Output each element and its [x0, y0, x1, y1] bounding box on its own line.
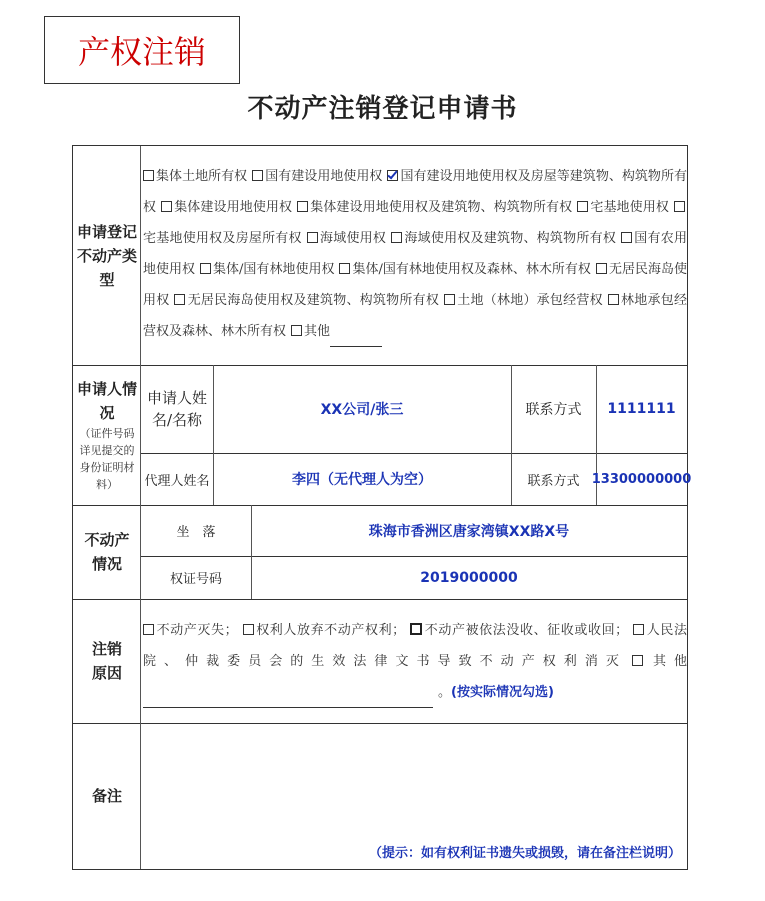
type-option[interactable]: 集体建设用地使用权	[161, 200, 292, 215]
cert-number-value[interactable]: 2019000000	[420, 569, 518, 586]
cancellation-reason-options: 不动产灭失； 权利人放弃不动产权利； 不动产被依法没收、征收或收回； 人民法院、仲裁委员会的生效法律文书导致不动产权利消灭 其他。(按实际情况勾选)	[143, 615, 687, 708]
type-section-label: 申请登记不动产类型	[77, 222, 138, 289]
type-option[interactable]: 国有建设用地使用权	[252, 169, 382, 184]
type-option[interactable]: 集体/国有林地使用权	[200, 262, 334, 277]
reason-section-label: 注销原因	[91, 640, 122, 682]
checkbox[interactable]	[200, 263, 211, 274]
agent-name-label: 代理人姓名	[144, 473, 210, 489]
checkbox[interactable]	[391, 232, 402, 243]
checkbox[interactable]	[577, 201, 588, 212]
checkbox[interactable]	[243, 624, 254, 635]
location-label: 坐 落	[176, 525, 216, 540]
checkbox-checked[interactable]	[387, 170, 398, 181]
applicant-name-label: 申请人姓名/名称	[146, 389, 207, 429]
property-type-options	[143, 161, 687, 347]
checkbox[interactable]	[291, 325, 302, 336]
applicant-section-label: 申请人情况 （证件号码详见提交的身份证明材料）	[76, 380, 137, 491]
applicant-contact-value[interactable]: 1111111	[607, 401, 676, 417]
checkbox[interactable]	[596, 263, 607, 274]
type-option[interactable]: 国有建设用地使用权及房屋等建筑物、构筑物所有权	[143, 169, 687, 215]
checkbox[interactable]	[674, 201, 685, 212]
type-option[interactable]: 宅基地使用权及房屋所有权	[143, 200, 687, 246]
type-option[interactable]: 土地（林地）承包经营权	[444, 293, 603, 308]
agent-name-value[interactable]: 李四（无代理人为空）	[292, 472, 432, 488]
checkbox[interactable]	[252, 170, 263, 181]
type-option[interactable]: 海域使用权	[307, 231, 386, 246]
property-section-label: 不动产情况	[84, 531, 130, 573]
reason-option[interactable]: 不动产被依法没收、征收或收回；	[410, 623, 628, 638]
stamp-box	[44, 16, 240, 84]
type-option[interactable]: 集体土地所有权	[143, 169, 247, 184]
checkbox[interactable]	[633, 624, 644, 635]
remark-section-label: 备注	[91, 787, 122, 805]
page-title: 不动产注销登记申请书	[247, 94, 518, 124]
type-option[interactable]: 集体/国有林地使用权及森林、林木所有权	[339, 262, 590, 277]
reason-option[interactable]: 权利人放弃不动产权利；	[243, 623, 406, 638]
type-option-other[interactable]: 其他	[291, 324, 382, 339]
other-reason-blank-line[interactable]	[143, 707, 433, 708]
checkbox[interactable]	[297, 201, 308, 212]
type-option[interactable]: 林地承包经营权及森林、林木所有权	[143, 293, 687, 339]
remark-hint: （提示：如有权利证书遗失或损毁，请在备注栏说明）	[368, 846, 681, 861]
type-option[interactable]: 无居民海岛使用权	[143, 262, 687, 308]
reason-option[interactable]: 人民法院、仲裁委员会的生效法律文书导致不动产权利消灭	[143, 623, 687, 669]
type-option[interactable]: 集体建设用地使用权及建筑物、构筑物所有权	[297, 200, 572, 215]
checkbox[interactable]	[339, 263, 350, 274]
other-blank-line[interactable]	[330, 346, 382, 347]
type-option[interactable]: 无居民海岛使用权及建筑物、构筑物所有权	[174, 293, 439, 308]
checkbox[interactable]	[608, 294, 619, 305]
checkbox[interactable]	[444, 294, 455, 305]
checkbox[interactable]	[410, 623, 422, 635]
checkbox[interactable]	[307, 232, 318, 243]
checkbox[interactable]	[174, 294, 185, 305]
checkbox[interactable]	[621, 232, 632, 243]
row-divider	[73, 599, 687, 600]
type-option[interactable]: 国有农用地使用权	[143, 231, 687, 277]
agent-contact-value[interactable]: 13300000000	[591, 471, 692, 487]
stamp-label: 产权注销	[77, 33, 206, 71]
checkbox[interactable]	[632, 655, 643, 666]
application-form-table	[72, 145, 692, 870]
reason-option[interactable]: 不动产灭失；	[143, 623, 238, 638]
applicant-contact-label: 联系方式	[525, 402, 582, 418]
checkbox[interactable]	[161, 201, 172, 212]
applicant-name-value[interactable]: XX公司/张三	[320, 402, 404, 418]
reason-hint: (按实际情况勾选)	[451, 685, 554, 700]
checkbox[interactable]	[143, 624, 154, 635]
reason-option-other[interactable]: 其他	[143, 654, 687, 700]
type-option[interactable]: 宅基地使用权	[577, 200, 669, 215]
cert-number-label: 权证号码	[169, 572, 222, 587]
checkbox[interactable]	[143, 170, 154, 181]
type-option[interactable]: 海域使用权及建筑物、构筑物所有权	[391, 231, 616, 246]
agent-contact-label: 联系方式	[527, 473, 580, 489]
location-value[interactable]: 珠海市香洲区唐家湾镇XX路X号	[368, 523, 570, 540]
